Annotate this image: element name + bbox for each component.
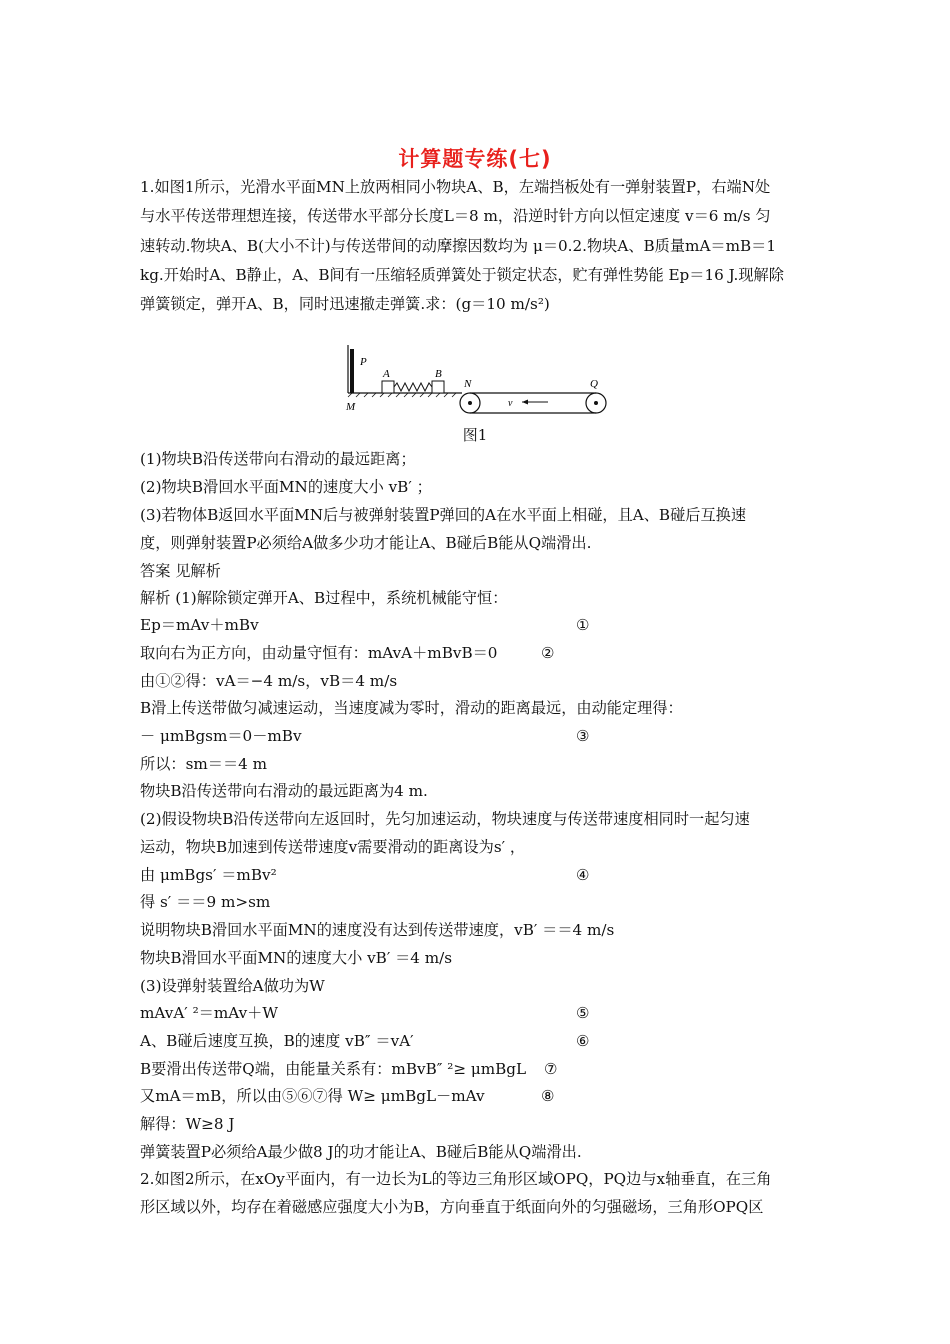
q1-part-line: (3)若物体B返回水平面MN后与被弹射装置P弹回的A在水平面上相碰，且A、B碰后互换速 — [140, 506, 747, 524]
q1-stem-line: 1.如图1所示，光滑水平面MN上放两相同小物块A、B，左端挡板处有一弹射装置P，右端N处 — [140, 178, 771, 196]
solution-line: － μmBgsm＝0－mBv — [140, 727, 302, 745]
equation-number: ⑧ — [541, 1087, 555, 1105]
solution-line: 解得：W≥8 J — [140, 1115, 235, 1133]
solution-line: A、B碰后速度互换，B的速度 vB″ ＝vA′ — [140, 1032, 414, 1050]
right-pulley-axle — [594, 401, 598, 405]
solution-line: 由 μmBgs′ ＝mBv² — [140, 866, 277, 884]
equation-number: ① — [576, 616, 590, 634]
block-a — [382, 381, 394, 393]
q2-stem-line: 2.如图2所示，在xOy平面内，有一边长为L的等边三角形区域OPQ，PQ边与x轴垂直，在三角 — [140, 1170, 772, 1188]
label-p: P — [360, 356, 367, 368]
equation-number: ② — [541, 644, 555, 662]
figure-1-conveyor-diagram — [340, 343, 610, 423]
q1-stem-line: kg.开始时A、B静止，A、B间有一压缩轻质弹簧处于锁定状态，贮有弹性势能 Ep＝16 J.现解除 — [140, 266, 784, 284]
solution-line: mAvA′ ²＝mAv＋W — [140, 1004, 278, 1022]
q1-stem-line: 与水平传送带理想连接，传送带水平部分长度L＝8 m，沿逆时针方向以恒定速度 v＝6 m/s 匀 — [140, 207, 771, 225]
answer-line: 答案 见解析 — [140, 562, 221, 580]
solution-line: B要滑出传送带Q端，由能量关系有：mBvB″ ²≥ μmBgL — [140, 1060, 527, 1078]
solution-line: 又mA＝mB，所以由⑤⑥⑦得 W≥ μmBgL－mAv — [140, 1087, 485, 1105]
equation-number: ③ — [576, 727, 590, 745]
label-m: M — [346, 401, 356, 413]
solution-line: 取向右为正方向，由动量守恒有：mAvA＋mBvB＝0 — [140, 644, 498, 662]
solution-line: 物块B滑回水平面MN的速度大小 vB′ ＝4 m/s — [140, 949, 453, 967]
solution-line: B滑上传送带做匀减速运动，当速度减为零时，滑动的距离最远，由动能定理得： — [140, 699, 683, 717]
page-title: 计算题专练(七) — [398, 147, 552, 171]
solution-line: 由①②得：vA＝−4 m/s，vB＝4 m/s — [140, 672, 398, 690]
solution-line: 物块B沿传送带向右滑动的最远距离为4 m. — [140, 782, 428, 800]
solution-line: 说明物块B滑回水平面MN的速度没有达到传送带速度，vB′ ＝＝4 m/s — [140, 921, 615, 939]
solution-line: 所以：sm＝＝4 m — [140, 755, 268, 773]
launcher-plate — [350, 349, 354, 393]
label-q: Q — [590, 378, 598, 390]
equation-number: ④ — [576, 866, 590, 884]
solution-line: Ep＝mAv＋mBv — [140, 616, 259, 634]
figure-1-caption: 图1 — [462, 426, 488, 444]
solution-line: (3)设弹射装置给A做功为W — [140, 977, 325, 995]
q1-part-line: 度，则弹射装置P必须给A做多少功才能让A、B碰后B能从Q端滑出. — [140, 534, 592, 552]
q1-part-line: (2)物块B滑回水平面MN的速度大小 vB′ ； — [140, 478, 432, 496]
label-b: B — [435, 368, 442, 380]
solution-line: 弹簧装置P必须给A最少做8 J的功才能让A、B碰后B能从Q端滑出. — [140, 1143, 582, 1161]
solution-line: 解析 (1)解除锁定弹开A、B过程中，系统机械能守恒： — [140, 589, 508, 607]
equation-number: ⑥ — [576, 1032, 590, 1050]
label-n: N — [464, 378, 472, 390]
left-pulley-axle — [468, 401, 472, 405]
spring — [394, 383, 432, 391]
q1-stem-line: 弹簧锁定，弹开A、B，同时迅速撤走弹簧.求：(g＝10 m/s²) — [140, 295, 550, 313]
solution-line: 运动，物块B加速到传送带速度v需要滑动的距离设为s′ ， — [140, 838, 526, 856]
solution-line: 得 s′ ＝＝9 m>sm — [140, 893, 271, 911]
equation-number: ⑦ — [544, 1060, 558, 1078]
q2-stem-line: 形区域以外，均存在着磁感应强度大小为B，方向垂直于纸面向外的匀强磁场，三角形OPQ区 — [140, 1198, 764, 1216]
q1-part-line: (1)物块B沿传送带向右滑动的最远距离； — [140, 450, 416, 468]
block-b — [432, 381, 444, 393]
velocity-arrowhead — [522, 400, 528, 405]
solution-line: (2)假设物块B沿传送带向左返回时，先匀加速运动，物块速度与传送带速度相同时一起匀速 — [140, 810, 750, 828]
ground-hatch — [348, 393, 456, 397]
label-v: v — [508, 398, 513, 409]
equation-number: ⑤ — [576, 1004, 590, 1022]
label-a: A — [383, 368, 390, 380]
q1-stem-line: 速转动.物块A、B(大小不计)与传送带间的动摩擦因数均为 μ＝0.2.物块A、B质量mA＝mB＝1 — [140, 237, 777, 255]
